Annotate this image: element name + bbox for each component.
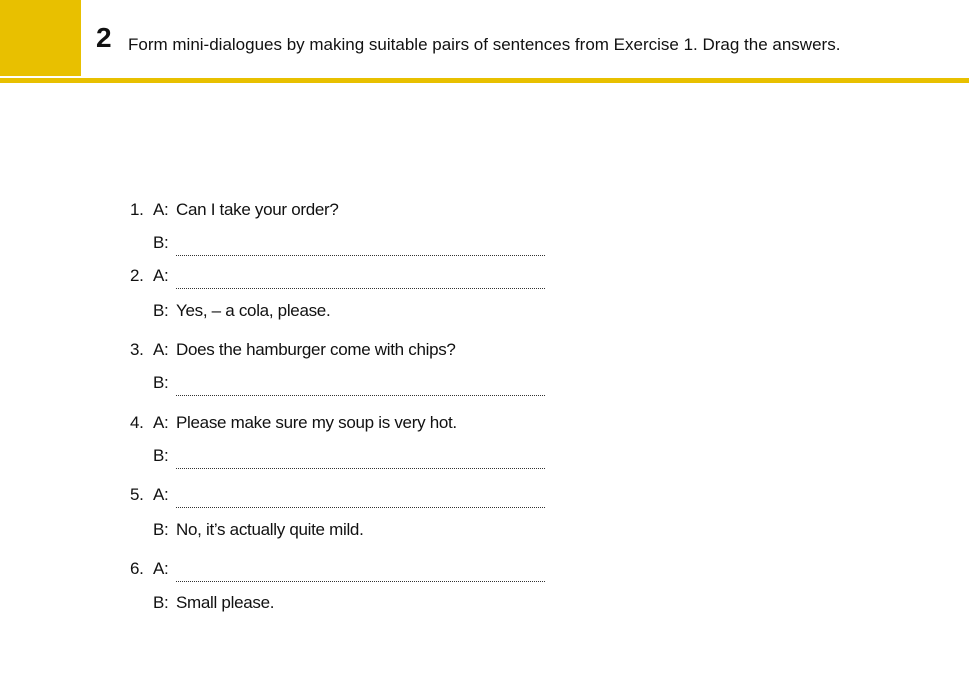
dialogue-5-line-a xyxy=(0,485,969,509)
dialogue-1-line-b xyxy=(0,233,969,257)
dialogue-5-line-b xyxy=(0,520,969,544)
answer-drop-slot[interactable] xyxy=(176,249,545,256)
speaker-label: B: xyxy=(153,373,169,392)
dialogue-number: 2. xyxy=(130,266,144,285)
exercise-number: 2 xyxy=(96,22,112,53)
speaker-label: B: xyxy=(153,593,169,612)
dialogue-4-line-a xyxy=(0,413,969,437)
dialogue-4-line-b xyxy=(0,446,969,470)
speaker-label: B: xyxy=(153,446,169,465)
dialogue-3-line-b xyxy=(0,373,969,397)
answer-drop-slot[interactable] xyxy=(176,282,545,289)
speaker-label: A: xyxy=(153,485,169,504)
dialogue-2-line-a xyxy=(0,266,969,290)
speaker-label: B: xyxy=(153,520,169,539)
dialogue-6-line-a xyxy=(0,559,969,583)
speaker-label: A: xyxy=(153,266,169,285)
speaker-label: A: xyxy=(153,200,169,219)
sentence-text: Yes, – a cola, please. xyxy=(176,301,331,320)
speaker-label: A: xyxy=(153,413,169,432)
answer-drop-slot[interactable] xyxy=(176,462,545,469)
exercise-instruction: Form mini-dialogues by making suitable pairs of sentences from Exercise 1. Drag the answers. xyxy=(128,35,841,54)
sentence-text: Small please. xyxy=(176,593,275,612)
sentence-text: No, it’s actually quite mild. xyxy=(176,520,364,539)
answer-drop-slot[interactable] xyxy=(176,501,545,508)
dialogue-3-line-a xyxy=(0,340,969,364)
dialogue-number: 5. xyxy=(130,485,144,504)
sentence-text: Does the hamburger come with chips? xyxy=(176,340,456,359)
speaker-label: B: xyxy=(153,301,169,320)
speaker-label: A: xyxy=(153,340,169,359)
answer-drop-slot[interactable] xyxy=(176,389,545,396)
answer-drop-slot[interactable] xyxy=(176,575,545,582)
dialogue-6-line-b xyxy=(0,593,969,617)
dialogue-number: 4. xyxy=(130,413,144,432)
dialogue-number: 1. xyxy=(130,200,144,219)
dialogue-number: 3. xyxy=(130,340,144,359)
sentence-text: Can I take your order? xyxy=(176,200,339,219)
dialogue-2-line-b xyxy=(0,301,969,325)
speaker-label: B: xyxy=(153,233,169,252)
sentence-text: Please make sure my soup is very hot. xyxy=(176,413,457,432)
speaker-label: A: xyxy=(153,559,169,578)
dialogue-1-line-a xyxy=(0,200,969,224)
dialogue-number: 6. xyxy=(130,559,144,578)
